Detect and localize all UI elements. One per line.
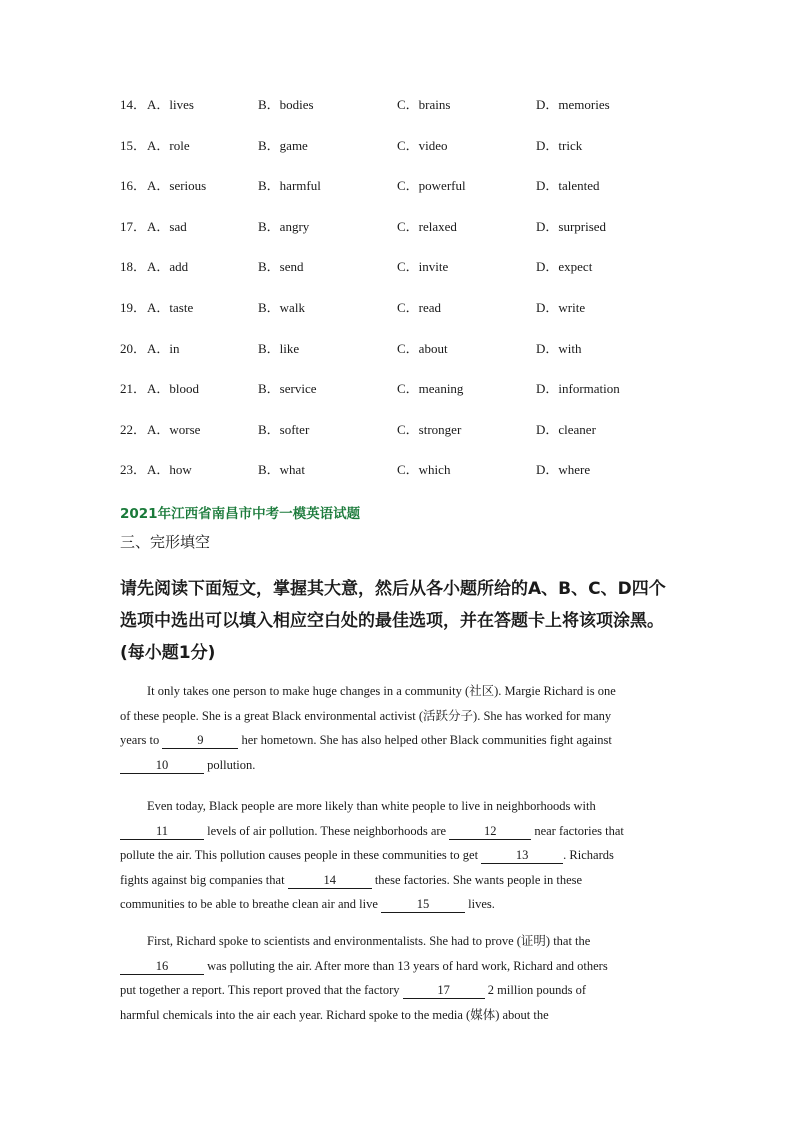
- paragraph-line: It only takes one person to make huge changes in a community (社区). Margie Richard is one: [147, 684, 616, 698]
- blank-14: 14: [288, 872, 372, 889]
- option-row: [0, 460, 794, 480]
- paragraph-line: [120, 728, 676, 753]
- paragraph-line: [120, 954, 676, 979]
- option-row: [0, 95, 794, 115]
- question-number: 19．: [120, 300, 147, 315]
- option-a: A．lives: [147, 97, 194, 112]
- option-c: C．invite: [397, 259, 449, 275]
- question-number: 14．: [120, 97, 147, 112]
- question-number: 22．: [120, 421, 147, 437]
- option-b: B．game: [258, 137, 308, 153]
- blank-9: 9: [162, 732, 238, 749]
- question-number: 16．: [120, 178, 147, 194]
- paragraph-1: [120, 679, 676, 777]
- option-d: D．talented: [536, 178, 600, 194]
- paragraph-line: [120, 868, 676, 893]
- paragraph-line: [120, 819, 676, 844]
- option-row: [0, 176, 794, 196]
- question-number: 17．: [120, 218, 147, 234]
- text-run: communities to be able to breathe clean air and live: [120, 897, 382, 911]
- option-c: C．about: [397, 340, 448, 356]
- option-d: D．write: [536, 300, 586, 315]
- option-c: C．relaxed: [397, 218, 457, 234]
- question-number: 15．: [120, 137, 147, 153]
- question-number: 20．: [120, 340, 147, 356]
- paragraph-line: harmful chemicals into the air each year. Richard spoke to the media (媒体) about the: [120, 1007, 549, 1022]
- blank-10: 10: [120, 757, 204, 774]
- blank-16: 16: [120, 958, 204, 975]
- option-c: C．read: [397, 300, 442, 315]
- question-number: 18．: [120, 259, 147, 275]
- text-run: 2 million pounds of: [484, 983, 587, 997]
- option-d: D．trick: [536, 137, 583, 153]
- option-a: A．taste: [147, 300, 194, 315]
- option-d: D．surprised: [536, 218, 607, 234]
- option-row: [0, 257, 794, 277]
- option-b: B．bodies: [258, 97, 314, 112]
- option-a: A．sad: [147, 218, 187, 234]
- paragraph-line: [120, 892, 676, 917]
- option-a: A．role: [147, 137, 190, 153]
- option-b: B．walk: [258, 300, 305, 315]
- option-c: C．powerful: [397, 178, 466, 194]
- option-row: [0, 136, 794, 156]
- option-a: A．serious: [147, 178, 207, 194]
- section-title: 三、完形填空: [120, 533, 211, 551]
- question-number: 23．: [120, 462, 147, 478]
- text-run: lives.: [465, 897, 495, 911]
- option-d: D．cleaner: [536, 421, 596, 437]
- option-c: C．which: [397, 462, 451, 478]
- option-a: A．in: [147, 340, 180, 356]
- paragraph-line: [120, 753, 676, 778]
- option-row: [0, 339, 794, 359]
- text-run: these factories. She wants people in these: [371, 872, 583, 887]
- instructions: 请先阅读下面短文，掌握其大意，然后从各小题所给的A、B、C、D四个选项中选出可以填入相应空白处的最佳选项，并在答题卡上将该项涂黑。(每小题1分): [120, 579, 666, 663]
- paragraph-line: of these people. She is a great Black environmental activist (活跃分子). She has worked for many: [120, 708, 612, 723]
- option-c: C．video: [397, 137, 448, 153]
- option-b: B．softer: [258, 421, 310, 437]
- paragraph-2: [120, 794, 676, 917]
- option-b: B．harmful: [258, 178, 321, 194]
- text-run: pollute the air. This pollution causes people in these communities to get: [120, 848, 482, 862]
- option-d: D．where: [536, 462, 591, 478]
- text-run: . Richards: [563, 848, 614, 862]
- text-run: levels of air pollution. These neighborhoods are: [204, 823, 450, 838]
- option-a: A．how: [147, 462, 192, 478]
- option-d: D．with: [536, 340, 582, 356]
- paragraph-line: [120, 978, 676, 1003]
- option-row: [0, 420, 794, 440]
- option-a: A．worse: [147, 421, 201, 437]
- option-d: D．information: [536, 381, 620, 397]
- option-b: B．what: [258, 462, 305, 478]
- option-c: C．meaning: [397, 381, 464, 397]
- option-c: C．brains: [397, 97, 451, 112]
- option-a: A．add: [147, 259, 189, 275]
- blank-13: 13: [481, 847, 563, 864]
- blank-15: 15: [381, 896, 465, 913]
- option-row: [0, 298, 794, 318]
- option-b: B．send: [258, 259, 304, 275]
- option-b: B．angry: [258, 218, 310, 234]
- paragraph-line: First, Richard spoke to scientists and environmentalists. She had to prove (证明) that the: [147, 934, 591, 948]
- text-run: put together a report. This report proved that the factory: [120, 983, 403, 997]
- text-run: was polluting the air. After more than 13 years of hard work, Richard and others: [204, 958, 608, 973]
- option-a: A．blood: [147, 381, 200, 397]
- text-run: her hometown. She has also helped other Black communities fight against: [238, 733, 612, 747]
- question-number: 21．: [120, 381, 147, 397]
- option-row: [0, 217, 794, 237]
- paragraph-3: [120, 929, 676, 1027]
- option-b: B．like: [258, 340, 300, 356]
- source-title: 2021年江西省南昌市中考一模英语试题: [120, 506, 361, 522]
- text-run: years to: [120, 733, 163, 747]
- option-row: [0, 379, 794, 399]
- blank-11: 11: [120, 823, 204, 840]
- text-run: pollution.: [204, 757, 256, 772]
- option-d: D．expect: [536, 259, 593, 275]
- option-c: C．stronger: [397, 421, 462, 437]
- paragraph-line: Even today, Black people are more likely than white people to live in neighborhoods with: [147, 799, 596, 813]
- blank-17: 17: [403, 982, 485, 999]
- option-b: B．service: [258, 381, 317, 397]
- option-d: D．memories: [536, 97, 610, 112]
- paragraph-line: [120, 843, 676, 868]
- text-run: fights against big companies that: [120, 872, 288, 887]
- blank-12: 12: [449, 823, 531, 840]
- text-run: near factories that: [531, 823, 624, 838]
